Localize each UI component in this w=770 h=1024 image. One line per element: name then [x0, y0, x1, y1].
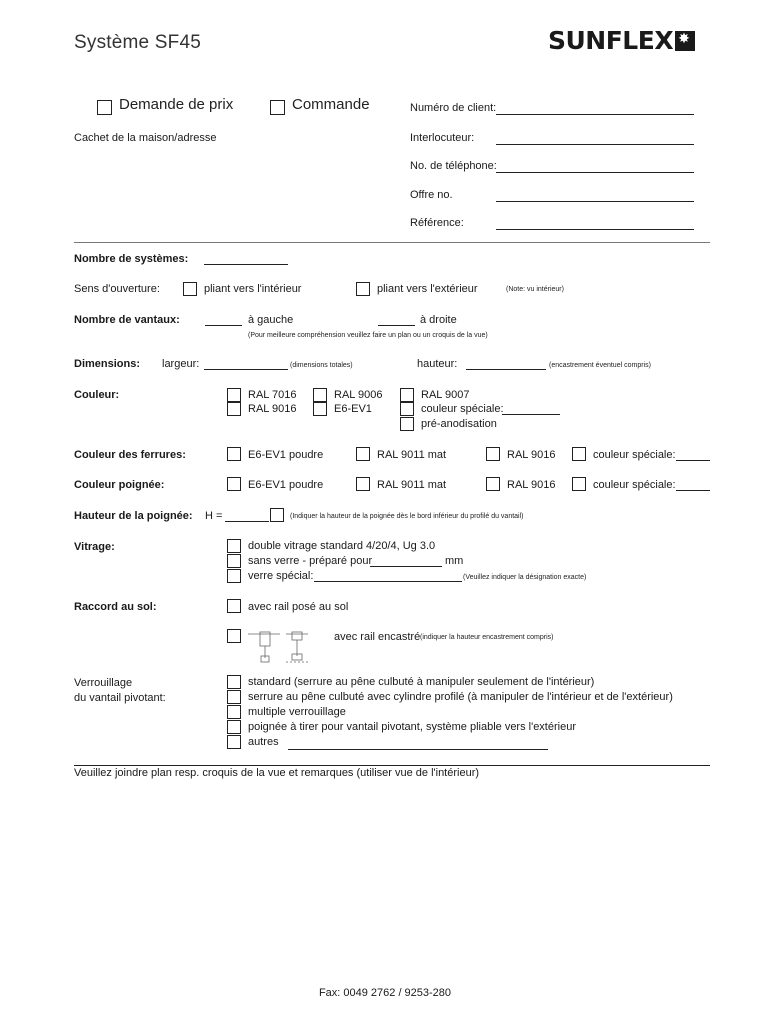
- demande-checkbox[interactable]: [97, 100, 112, 115]
- commande-checkbox[interactable]: [270, 100, 285, 115]
- demande-label: Demande de prix: [119, 96, 234, 113]
- ferrures-e6ev1-checkbox[interactable]: [227, 447, 241, 461]
- ral9007-label: RAL 9007: [421, 389, 470, 401]
- vantaux-right-label: à droite: [420, 314, 457, 326]
- vantail-pivotant-label: du vantail pivotant:: [74, 692, 166, 704]
- reference-label: Référence:: [410, 217, 464, 229]
- ferrures-speciale-checkbox[interactable]: [572, 447, 586, 461]
- raccord-pose-label: avec rail posé au sol: [248, 601, 349, 613]
- e6ev1-checkbox[interactable]: [313, 402, 327, 416]
- opening-inward-label: pliant vers l'intérieur: [204, 283, 302, 295]
- vitrage-standard-label: double vitrage standard 4/20/4, Ug 3.0: [248, 540, 436, 552]
- opening-outward-checkbox[interactable]: [356, 282, 370, 296]
- opening-note: (Note: vu intérieur): [506, 286, 564, 293]
- height-field[interactable]: [466, 369, 546, 370]
- ral9016-checkbox[interactable]: [227, 402, 241, 416]
- verrouillage-cylindre-checkbox[interactable]: [227, 690, 241, 704]
- width-field[interactable]: [204, 369, 288, 370]
- vitrage-standard-checkbox[interactable]: [227, 539, 241, 553]
- couleur-speciale-checkbox[interactable]: [400, 402, 414, 416]
- ferrures-speciale-field[interactable]: [676, 460, 710, 461]
- opening-outward-label: pliant vers l'extérieur: [377, 283, 478, 295]
- vantaux-left-field[interactable]: [205, 325, 242, 326]
- company-logo: [548, 26, 695, 55]
- couleur-speciale-label: couleur spéciale:: [421, 403, 504, 415]
- ferrures-ral9016-label: RAL 9016: [507, 449, 556, 461]
- ferrures-ral9016-checkbox[interactable]: [486, 447, 500, 461]
- client-number-field[interactable]: [496, 114, 694, 115]
- verrouillage-autres-checkbox[interactable]: [227, 735, 241, 749]
- fax-footer: Fax: 0049 2762 / 9253-280: [318, 987, 452, 999]
- hauteur-poignee-field[interactable]: [225, 521, 269, 522]
- raccord-encastre-note: (indiquer la hauteur encastrement compris): [420, 634, 554, 641]
- commande-label: Commande: [292, 96, 370, 113]
- interlocuteur-label: Interlocuteur:: [410, 132, 475, 144]
- poignee-speciale-label: couleur spéciale:: [593, 479, 676, 491]
- poignee-label: Couleur poignée:: [74, 479, 165, 491]
- verrouillage-standard-label: standard (serrure au pêne culbuté à manipuler seulement de l'intérieur): [248, 676, 595, 688]
- verrouillage-label: Verrouillage: [74, 677, 133, 689]
- poignee-speciale-checkbox[interactable]: [572, 477, 586, 491]
- vitrage-unit-label: mm: [445, 555, 464, 567]
- e6ev1-label: E6-EV1: [334, 403, 372, 415]
- hauteur-poignee-label: Hauteur de la poignée:: [74, 510, 193, 522]
- raccord-label: Raccord au sol:: [74, 601, 157, 613]
- vantaux-left-label: à gauche: [248, 314, 294, 326]
- vitrage-special-checkbox[interactable]: [227, 569, 241, 583]
- divider-top: [74, 242, 710, 243]
- vantaux-right-field[interactable]: [378, 325, 415, 326]
- ferrures-e6ev1-label: E6-EV1 poudre: [248, 449, 324, 461]
- poignee-ral9011-checkbox[interactable]: [356, 477, 370, 491]
- client-number-label: Numéro de client:: [410, 102, 497, 114]
- poignee-ral9016-label: RAL 9016: [507, 479, 556, 491]
- poignee-e6ev1-checkbox[interactable]: [227, 477, 241, 491]
- sunflex-star-icon: [675, 31, 695, 51]
- verrouillage-cylindre-label: serrure au pêne culbuté avec cylindre profilé (à manipuler de l'intérieur et de l'extérieur): [248, 691, 673, 703]
- verrouillage-multiple-checkbox[interactable]: [227, 705, 241, 719]
- pre-anodisation-checkbox[interactable]: [400, 417, 414, 431]
- verrouillage-autres-field[interactable]: [288, 749, 548, 750]
- hauteur-poignee-note: (Indiquer la hauteur de la poignée dès le bord inférieur du profilé du vantail): [290, 513, 524, 520]
- verrouillage-multiple-label: multiple verrouillage: [248, 706, 346, 718]
- vitrage-sans-verre-checkbox[interactable]: [227, 554, 241, 568]
- cachet-label: Cachet de la maison/adresse: [74, 132, 217, 144]
- verrouillage-autres-label: autres: [248, 736, 279, 748]
- poignee-speciale-field[interactable]: [676, 490, 710, 491]
- raccord-pose-checkbox[interactable]: [227, 599, 241, 613]
- opening-inward-checkbox[interactable]: [183, 282, 197, 296]
- vantaux-label: Nombre de vantaux:: [74, 314, 180, 326]
- page-title: Système SF45: [74, 32, 202, 53]
- pre-anodisation-label: pré-anodisation: [421, 418, 497, 430]
- ferrures-label: Couleur des ferrures:: [74, 449, 186, 461]
- ral7016-label: RAL 7016: [248, 389, 297, 401]
- vitrage-special-field[interactable]: [314, 581, 462, 582]
- interlocuteur-field[interactable]: [496, 144, 694, 145]
- vitrage-special-label: verre spécial:: [248, 570, 314, 582]
- logo-text: SUNFLEX: [548, 26, 674, 55]
- verrouillage-poignee-label: poignée à tirer pour vantail pivotant, système pliable vers l'extérieur: [248, 721, 576, 733]
- vitrage-label: Vitrage:: [74, 541, 115, 553]
- rail-profile-drawing-icon: [246, 628, 318, 666]
- offre-field[interactable]: [496, 201, 694, 202]
- systems-label: Nombre de systèmes:: [74, 253, 189, 265]
- height-label: hauteur:: [417, 358, 458, 370]
- vitrage-sans-verre-field[interactable]: [370, 566, 442, 567]
- vitrage-sans-verre-label: sans verre - préparé pour: [248, 555, 373, 567]
- verrouillage-poignee-checkbox[interactable]: [227, 720, 241, 734]
- ferrures-speciale-label: couleur spéciale:: [593, 449, 676, 461]
- hauteur-poignee-checkbox[interactable]: [270, 508, 284, 522]
- vantaux-note: (Pour meilleure compréhension veuillez faire un plan ou un croquis de la vue): [248, 332, 488, 339]
- telephone-field[interactable]: [496, 172, 694, 173]
- poignee-e6ev1-label: E6-EV1 poudre: [248, 479, 324, 491]
- height-note: (encastrement éventuel compris): [549, 362, 651, 369]
- raccord-encastre-checkbox[interactable]: [227, 629, 241, 643]
- systems-field[interactable]: [204, 264, 288, 265]
- ral9007-checkbox[interactable]: [400, 388, 414, 402]
- ferrures-ral9011-checkbox[interactable]: [356, 447, 370, 461]
- ral9006-label: RAL 9006: [334, 389, 383, 401]
- poignee-ral9011-label: RAL 9011 mat: [377, 479, 447, 491]
- couleur-label: Couleur:: [74, 389, 120, 401]
- telephone-label: No. de téléphone:: [410, 160, 497, 172]
- offre-label: Offre no.: [410, 189, 453, 201]
- ral9006-checkbox[interactable]: [313, 388, 327, 402]
- dimensions-label: Dimensions:: [74, 358, 141, 370]
- reference-field[interactable]: [496, 229, 694, 230]
- verrouillage-standard-checkbox[interactable]: [227, 675, 241, 689]
- ral7016-checkbox[interactable]: [227, 388, 241, 402]
- couleur-speciale-field[interactable]: [502, 414, 560, 415]
- opening-label: Sens d'ouverture:: [74, 283, 160, 295]
- vitrage-special-note: (Veuillez indiquer la désignation exacte): [463, 574, 587, 581]
- divider-bottom: [74, 765, 710, 766]
- width-note: (dimensions totales): [290, 362, 353, 369]
- ral9016-label: RAL 9016: [248, 403, 297, 415]
- remarks-label: Veuillez joindre plan resp. croquis de la vue et remarques (utiliser vue de l'intérieur): [74, 767, 480, 779]
- width-label: largeur:: [162, 358, 200, 370]
- ferrures-ral9011-label: RAL 9011 mat: [377, 449, 447, 461]
- hauteur-h-label: H =: [205, 510, 223, 522]
- raccord-encastre-label: avec rail encastré: [334, 631, 421, 643]
- poignee-ral9016-checkbox[interactable]: [486, 477, 500, 491]
